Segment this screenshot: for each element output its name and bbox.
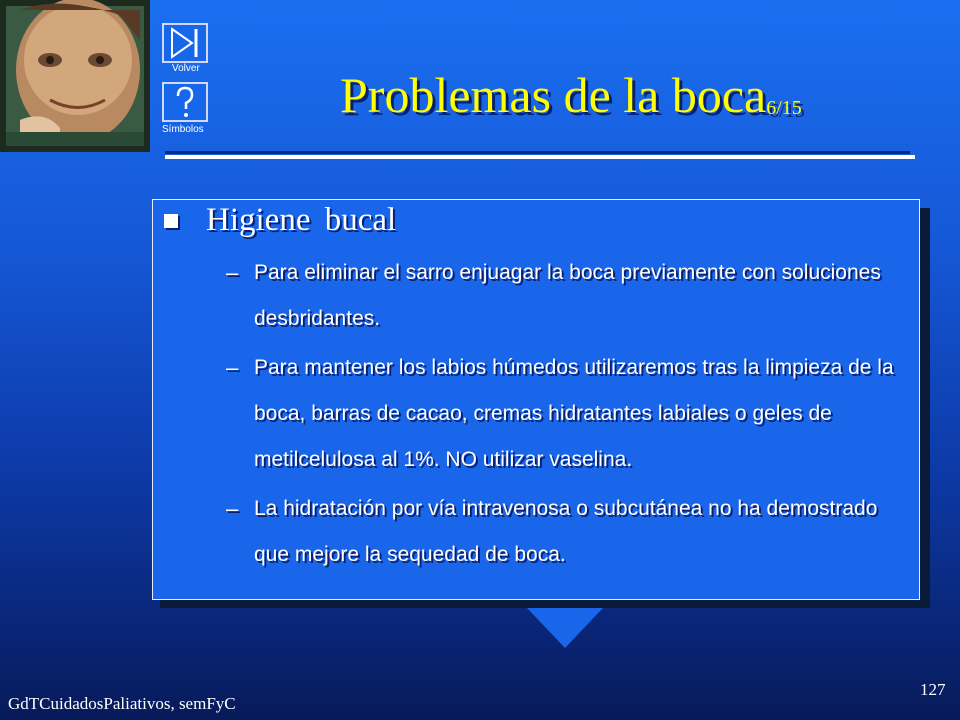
- volver-button[interactable]: [162, 23, 208, 63]
- list-item: [226, 250, 916, 342]
- down-arrow-icon[interactable]: [527, 608, 603, 648]
- play-next-icon: [164, 25, 206, 61]
- list-item: [226, 486, 916, 578]
- title-rule: [165, 155, 915, 159]
- dash-bullet: –: [226, 355, 239, 380]
- simbolos-label: Símbolos: [162, 124, 204, 135]
- list-item-text: La hidratación por vía intravenosa o subcutánea no ha demostrado que mejore la sequedad de boca.: [254, 497, 878, 566]
- title-rule-shadow: [165, 151, 910, 154]
- page-title: [340, 66, 802, 124]
- heading-text: Higiene bucal: [206, 202, 397, 238]
- portrait-image: [0, 0, 150, 152]
- footer-source: GdTCuidadosPaliativos, semFyC: [8, 694, 236, 713]
- dash-bullet: –: [226, 496, 239, 521]
- page-number: 127: [920, 680, 946, 699]
- list-item-text: Para mantener los labios húmedos utilizaremos tras la limpieza de la boca, barras de cacao, cremas hidratantes labiales o geles de metilcelulosa al 1%. NO utilizar vaselina.: [254, 356, 894, 471]
- dash-bullet: –: [226, 260, 239, 285]
- volver-label: Volver: [172, 63, 200, 74]
- question-icon: [164, 84, 206, 120]
- list-item-text: Para eliminar el sarro enjuagar la boca previamente con soluciones desbridantes.: [254, 261, 881, 330]
- list-item: [226, 345, 916, 483]
- title-page-indicator: 6/15: [766, 97, 802, 119]
- simbolos-button[interactable]: [162, 82, 208, 122]
- section-heading: [158, 202, 396, 239]
- title-text: Problemas de la boca: [340, 67, 767, 123]
- square-bullet-icon: [164, 214, 178, 228]
